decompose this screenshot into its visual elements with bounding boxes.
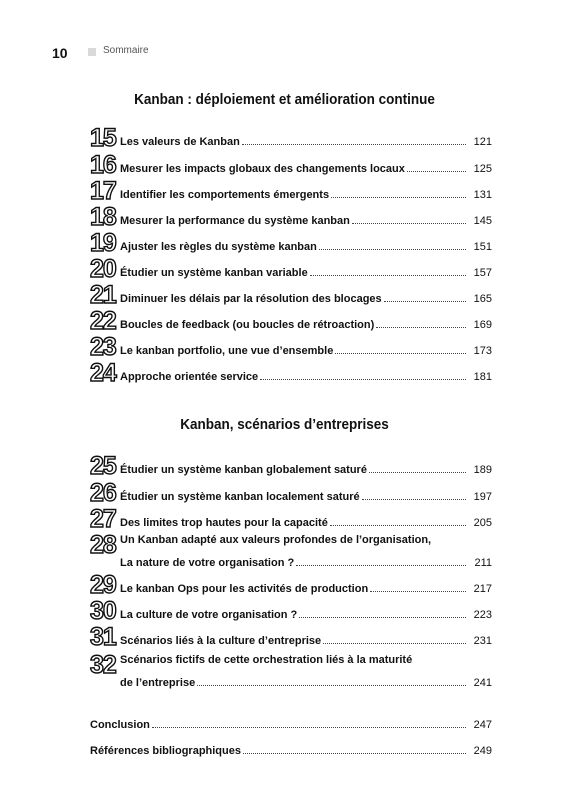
page-ref: 197 bbox=[473, 491, 492, 503]
entry-title: Références bibliographiques bbox=[90, 745, 241, 757]
toc-entry-19[interactable] bbox=[90, 230, 492, 256]
running-head: Sommaire bbox=[103, 45, 149, 56]
page-ref: 169 bbox=[473, 319, 492, 331]
chapter-number: 26 bbox=[90, 479, 116, 507]
toc-entry-18[interactable] bbox=[90, 204, 492, 230]
chapter-number: 17 bbox=[90, 177, 116, 205]
entry-title: Conclusion bbox=[90, 719, 150, 731]
toc-entry-20[interactable] bbox=[90, 256, 492, 282]
chapter-title: de l’entreprise bbox=[120, 677, 196, 689]
chapter-title: Identifier les comportements émergents bbox=[120, 189, 330, 201]
page-ref: 189 bbox=[473, 464, 492, 476]
dot-leader bbox=[376, 326, 466, 328]
chapter-number: 15 bbox=[90, 124, 116, 152]
chapter-title-line-1: Un Kanban adapté aux valeurs profondes de l’organisation, bbox=[120, 534, 432, 546]
page-ref: 223 bbox=[473, 609, 492, 621]
dot-leader bbox=[296, 564, 466, 566]
chapter-title: Scénarios liés à la culture d’entreprise bbox=[120, 635, 322, 647]
chapter-title: Ajuster les règles du système kanban bbox=[120, 241, 317, 253]
part-title: Kanban, scénarios d’entreprises bbox=[180, 416, 389, 433]
page-ref: 241 bbox=[473, 677, 492, 689]
dot-leader bbox=[369, 471, 466, 473]
page-ref: 145 bbox=[473, 215, 492, 227]
page-ref: 151 bbox=[473, 241, 492, 253]
toc-entry-31[interactable] bbox=[90, 624, 492, 650]
part-title: Kanban : déploiement et amélioration continue bbox=[134, 91, 435, 108]
chapter-title: Mesurer la performance du système kanban bbox=[120, 215, 350, 227]
toc-entry-22[interactable] bbox=[90, 308, 492, 334]
chapter-number: 25 bbox=[90, 452, 116, 480]
chapter-title: Le kanban portfolio, une vue d’ensemble bbox=[120, 345, 334, 357]
dot-leader bbox=[319, 248, 466, 250]
toc-entry-28[interactable] bbox=[90, 530, 492, 572]
toc-entry-15[interactable] bbox=[90, 125, 492, 151]
toc-entry-conclusion[interactable] bbox=[90, 719, 492, 731]
chapter-number: 22 bbox=[90, 307, 116, 335]
page-ref: 217 bbox=[473, 583, 492, 595]
chapter-title: Étudier un système kanban globalement saturé bbox=[120, 464, 367, 476]
dot-leader bbox=[323, 642, 466, 644]
page-ref: 211 bbox=[474, 557, 492, 569]
chapter-title: La nature de votre organisation ? bbox=[120, 557, 295, 569]
chapter-title: Étudier un système kanban variable bbox=[120, 267, 308, 279]
chapter-number: 29 bbox=[90, 571, 116, 599]
chapter-number: 16 bbox=[90, 151, 116, 179]
dot-leader bbox=[352, 222, 466, 224]
page-ref: 121 bbox=[473, 136, 492, 148]
chapter-title: Mesurer les impacts globaux des changements locaux bbox=[120, 163, 405, 175]
chapter-number: 28 bbox=[90, 531, 116, 559]
chapter-title: Diminuer les délais par la résolution des blocages bbox=[120, 293, 382, 305]
toc-entry-references[interactable] bbox=[90, 745, 492, 757]
toc-entry-30[interactable] bbox=[90, 598, 492, 624]
page-ref: 125 bbox=[473, 163, 492, 175]
toc-entry-17[interactable] bbox=[90, 178, 492, 204]
toc-entry-26[interactable] bbox=[90, 480, 492, 506]
page-ref: 231 bbox=[473, 635, 492, 647]
page-ref: 165 bbox=[473, 293, 492, 305]
chapter-title: Le kanban Ops pour les activités de production bbox=[120, 583, 369, 595]
toc-entry-24[interactable] bbox=[90, 360, 492, 386]
page-ref: 157 bbox=[473, 267, 492, 279]
page-ref: 173 bbox=[473, 345, 492, 357]
dot-leader bbox=[243, 752, 466, 754]
dot-leader bbox=[260, 378, 466, 380]
toc-entry-29[interactable] bbox=[90, 572, 492, 598]
chapter-title: Les valeurs de Kanban bbox=[120, 136, 240, 148]
chapter-number: 31 bbox=[90, 623, 116, 651]
chapter-title: Étudier un système kanban localement saturé bbox=[120, 491, 360, 503]
dot-leader bbox=[197, 684, 466, 686]
page-ref: 181 bbox=[473, 371, 492, 383]
toc-entry-23[interactable] bbox=[90, 334, 492, 360]
chapter-number: 27 bbox=[90, 505, 116, 533]
page-number: 10 bbox=[52, 45, 68, 61]
dot-leader bbox=[384, 300, 466, 302]
dot-leader bbox=[242, 143, 466, 145]
chapter-title: Approche orientée service bbox=[120, 371, 259, 383]
chapter-number: 18 bbox=[90, 203, 116, 231]
chapter-number: 20 bbox=[90, 255, 116, 283]
page-ref: 249 bbox=[473, 745, 492, 757]
dot-leader bbox=[152, 726, 466, 728]
dot-leader bbox=[299, 616, 466, 618]
chapter-number: 24 bbox=[90, 359, 116, 387]
chapter-number: 32 bbox=[90, 651, 116, 679]
dot-leader bbox=[370, 590, 466, 592]
chapter-title: Des limites trop hautes pour la capacité bbox=[120, 517, 328, 529]
chapter-number: 19 bbox=[90, 229, 116, 257]
chapter-title-line-1: Scénarios fictifs de cette orchestration liés à la maturité bbox=[120, 654, 413, 666]
toc-entry-16[interactable] bbox=[90, 152, 492, 178]
toc-entry-27[interactable] bbox=[90, 506, 492, 532]
dot-leader bbox=[335, 352, 466, 354]
dot-leader bbox=[362, 498, 466, 500]
dot-leader bbox=[407, 170, 466, 172]
page-ref: 205 bbox=[473, 517, 492, 529]
chapter-number: 23 bbox=[90, 333, 116, 361]
chapter-number: 30 bbox=[90, 597, 116, 625]
toc-entry-32[interactable] bbox=[90, 650, 492, 692]
page-ref: 131 bbox=[473, 189, 492, 201]
chapter-title: Boucles de feedback (ou boucles de rétroaction) bbox=[120, 319, 375, 331]
chapter-title: La culture de votre organisation ? bbox=[120, 609, 298, 621]
dot-leader bbox=[330, 524, 466, 526]
dot-leader bbox=[331, 196, 466, 198]
toc-entry-21[interactable] bbox=[90, 282, 492, 308]
running-head-marker bbox=[88, 48, 96, 56]
page-ref: 247 bbox=[473, 719, 492, 731]
toc-entry-25[interactable] bbox=[90, 453, 492, 479]
dot-leader bbox=[310, 274, 466, 276]
chapter-number: 21 bbox=[90, 281, 116, 309]
